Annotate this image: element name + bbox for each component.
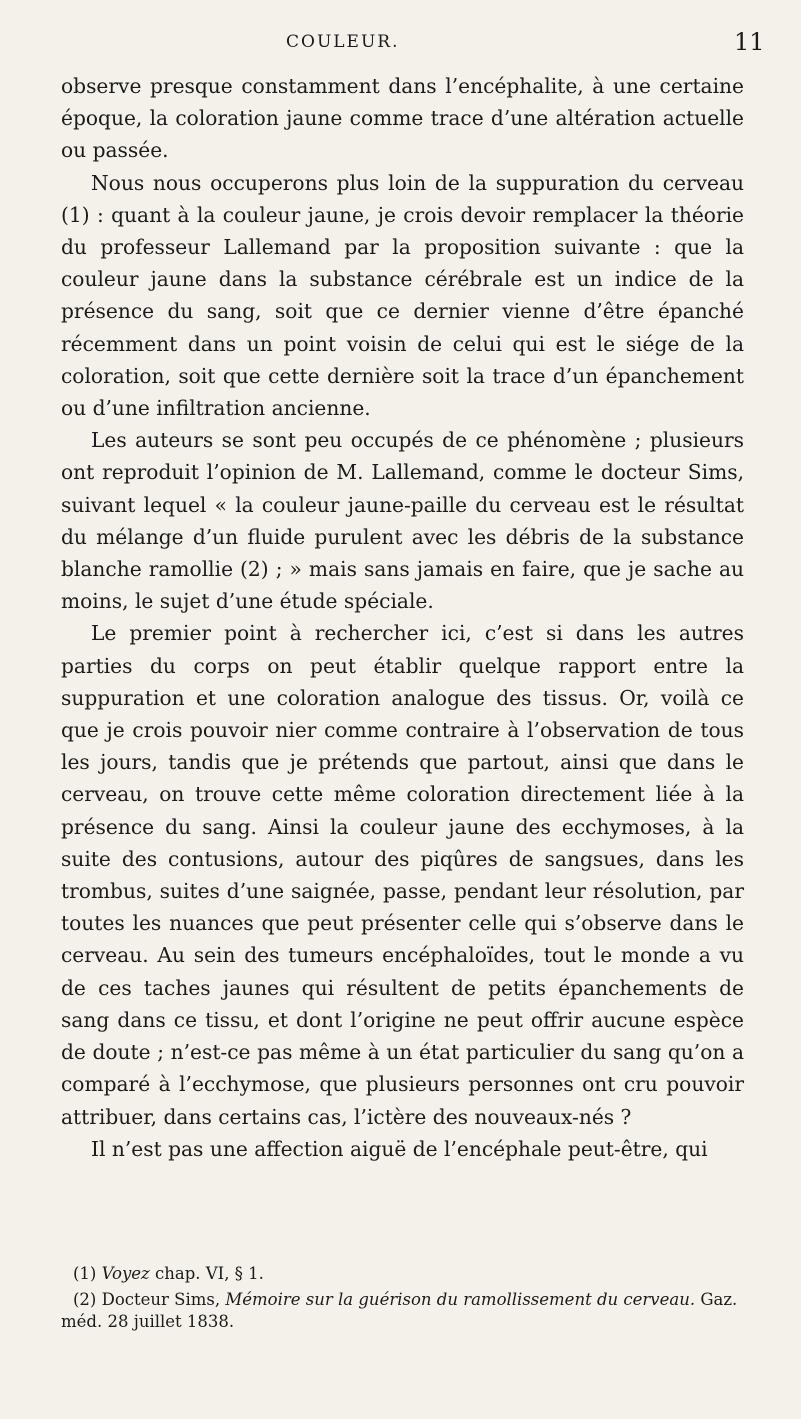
footnote-1-marker: (1) (73, 1264, 97, 1283)
footnote-1-text: chap. VI, § 1. (155, 1264, 264, 1283)
footnote-1-italic: Voyez (101, 1264, 150, 1283)
footnote-2 (61, 1289, 744, 1333)
footnote-2-title: Mémoire sur la guérison du ramollissement du cerveau. (225, 1290, 696, 1309)
paragraph-1: observe presque constamment dans l’encéphalite, à une certaine époque, la coloration jaune comme trace d’une altération actuelle ou passée. (61, 74, 744, 163)
footnote-2-author: Docteur Sims, (101, 1290, 221, 1309)
paragraph-4: Le premier point à rechercher ici, c’est si dans les autres parties du corps on peut établir quelque rapport entre la suppuration et une coloration analogue des tissus. Or, voilà ce que je crois pouvoir nier comme contraire à l’observation de tous les jours, tandis que je prétends que partout, ainsi que dans le cerveau, on trouve cette même coloration directement liée à la présence du sang. Ainsi la couleur jaune des ecchymoses, à la suite des contusions, autour des piqûres de sangsues, dans les trombus, suites d’une saignée, passe, pendant leur résolution, par toutes les nuances que peut présenter celle qui s’observe dans le cerveau. Au sein des tumeurs encéphaloïdes, tout le monde a vu de ces taches jaunes qui résultent de petits épanchements de sang dans ce tissu, et dont l’origine ne peut offrir aucune espèce de doute ; n’est-ce pas même à un état particulier du sang qu’on a comparé à l’ecchymose, que plusieurs personnes ont cru pouvoir attribuer, dans certains cas, l’ictère des nouveaux-nés ? (61, 621, 744, 1129)
running-head: COULEUR. (286, 32, 400, 52)
footnotes (61, 1263, 744, 1333)
paragraph-3: Les auteurs se sont peu occupés de ce phénomène ; plusieurs ont reproduit l’opinion de M. Lallemand, comme le docteur Sims, suivant lequel « la couleur jaune-paille du cerveau est le résultat du mélange d’un fluide purulent avec les débris de la substance blanche ramollie (2) ; » mais sans jamais en faire, que je sache au moins, le sujet d’une étude spéciale. (61, 428, 744, 614)
paragraph-5: Il n’est pas une affection aiguë de l’encéphale peut-être, qui (91, 1136, 708, 1161)
body-text (61, 70, 744, 1165)
footnote-1 (61, 1263, 744, 1285)
page-header (0, 20, 801, 60)
paragraph-2: Nous nous occuperons plus loin de la suppuration du cerveau (1) : quant à la couleur jaune, je crois devoir remplacer la théorie du professeur Lallemand par la proposition suivante : que la couleur jaune dans la substance cérébrale est un indice de la présence du sang, soit que ce dernier vienne d’être épanché récemment dans un point voisin de celui qui est le siége de la coloration, soit que cette dernière soit la trace d’un épanchement ou d’une infiltration ancienne. (61, 170, 744, 421)
footnote-2-marker: (2) (73, 1290, 97, 1309)
page-number: 11 (734, 28, 765, 56)
footnote-2-source: Gaz. méd. 28 juillet 1838. (61, 1290, 738, 1331)
